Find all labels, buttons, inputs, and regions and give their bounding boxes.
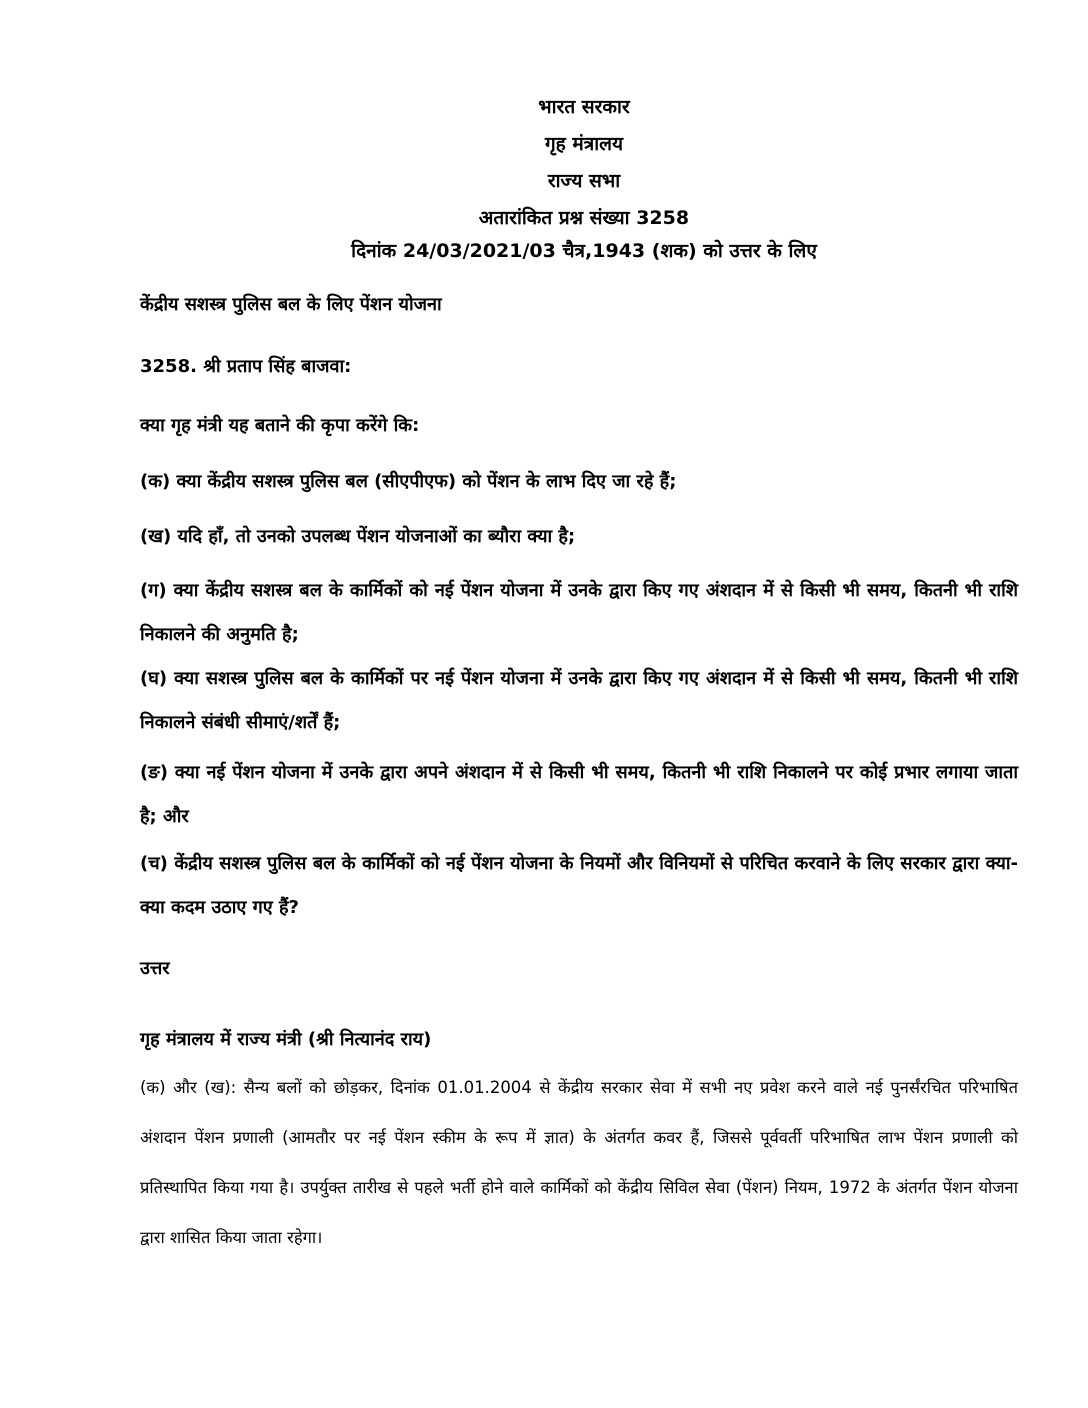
answer-heading: उत्तर: [140, 958, 170, 979]
question-intro: क्या गृह मंत्री यह बताने की कृपा करेंगे कि:: [140, 415, 420, 436]
answer-minister: गृह मंत्रालय में राज्य मंत्री (श्री नित्यानंद राय): [140, 1029, 432, 1050]
header-government: भारत सरकार: [538, 96, 630, 118]
question-number: 3258. श्री प्रताप सिंह बाजवा:: [140, 356, 352, 377]
question-subject: केंद्रीय सशस्त्र पुलिस बल के लिए पेंशन योजना: [140, 294, 442, 315]
question-cha: (च) केंद्रीय सशस्त्र पुलिस बल के कार्मिकों को नई पेंशन योजना के नियमों और विनियमों से परिचित करवाने के लिए सरकार द्वारा क्या-क्या कदम उठाए गए हैं?: [140, 853, 1018, 918]
question-ka: (क) क्या केंद्रीय सशस्त्र पुलिस बल (सीएपीएफ) को पेंशन के लाभ दिए जा रहे हैं;: [140, 471, 677, 492]
question-kha: (ख) यदि हाँ, तो उनको उपलब्ध पेंशन योजनाओं का ब्यौरा क्या है;: [140, 526, 576, 547]
header-ministry: गृह मंत्रालय: [544, 133, 624, 155]
question-gha: (घ) क्या सशस्त्र पुलिस बल के कार्मिकों पर नई पेंशन योजना में उनके द्वारा किए गए अंशदान में से किसी भी समय, कितनी भी राशि निकालने संबंधी सीमाएं/शर्तें हैं;: [140, 668, 1018, 733]
answer-text: (क) और (ख): सैन्य बलों को छोड़कर, दिनांक 01.01.2004 से केंद्रीय सरकार सेवा में सभी नए प्रवेश करने वाले नई पुनर्संरचित परिभाषित अंशदान पेंशन प्रणाली (आमतौर पर नई पेंशन स्कीम के रूप में ज्ञात) के अंतर्गत कवर हैं, जिससे पूर्ववर्ती परिभाषित लाभ पेंशन प्रणाली को प्रतिस्थापित किया गया है। उपर्युक्त तारीख से पहले भर्ती होने वाले कार्मिकों को केंद्रीय सिविल सेवा (पेंशन) नियम, 1972 के अंतर्गत पेंशन योजना द्वारा शासित किया जाता रहेगा।: [140, 1078, 1018, 1247]
header-house: राज्य सभा: [547, 170, 621, 192]
header-answer-date: दिनांक 24/03/2021/03 चैत्र,1943 (शक) को उत्तर के लिए: [351, 240, 817, 262]
question-ga: (ग) क्या केंद्रीय सशस्त्र बल के कार्मिकों को नई पेंशन योजना में उनके द्वारा किए गए अंशदान में से किसी भी समय, कितनी भी राशि निकालने की अनुमति है;: [140, 580, 1018, 645]
question-nga: (ङ) क्या नई पेंशन योजना में उनके द्वारा अपने अंशदान में से किसी भी समय, कितनी भी राशि निकालने पर कोई प्रभार लगाया जाता है; और: [140, 762, 1018, 827]
header-question-type: अतारांकित प्रश्न संख्या 3258: [478, 207, 690, 229]
